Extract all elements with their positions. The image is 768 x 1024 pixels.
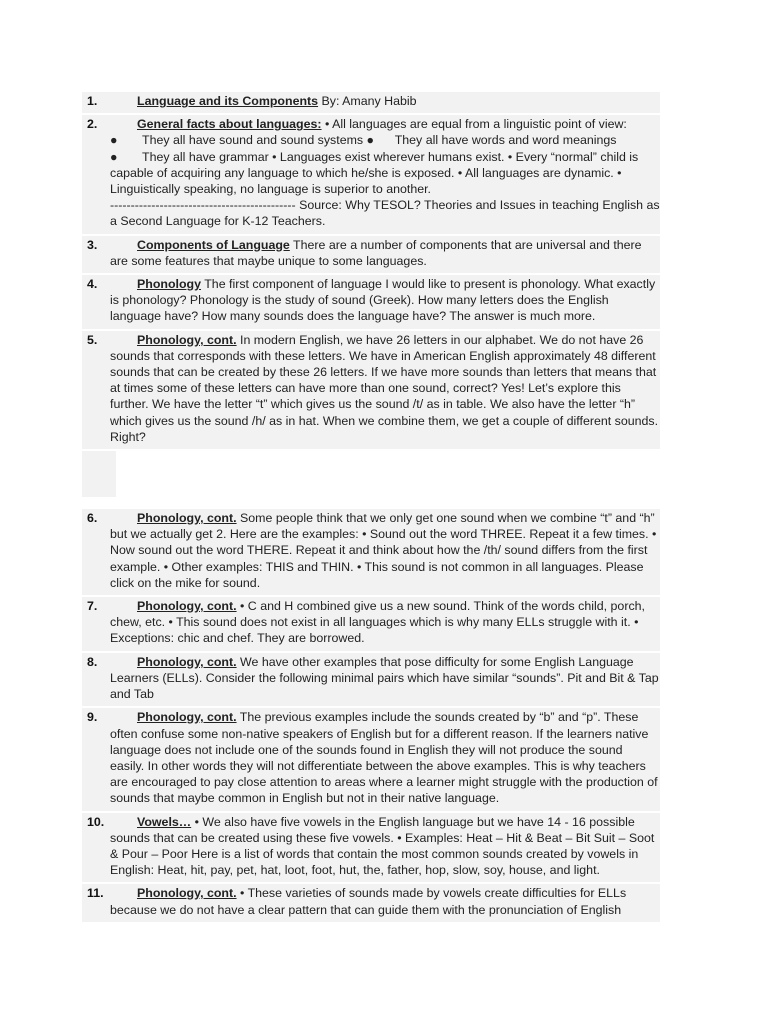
item-number: 2. <box>87 117 98 132</box>
item-text: Some people think that we only get one sound when we combine “t” and “h” but we actually get 2. Here are the examples: • Sound out the word THREE. Repeat it a few times. • Now sound out the word THERE. Repeat it and think about how the /th/ sound differs from the first example. • Other examples: THIS and THIN. • This sound is not common in all languages. Please click on the mike for sound. <box>110 511 657 590</box>
item-heading: Phonology, cont. <box>137 332 237 347</box>
item-number: 9. <box>87 710 98 725</box>
item-text: • All languages are equal from a linguistic point of view: <box>321 117 627 132</box>
bullet-line <box>110 149 660 198</box>
item-heading: Phonology, cont. <box>137 654 237 669</box>
list-item <box>82 813 660 883</box>
bullet-dot-icon: ● <box>110 149 118 164</box>
list-item <box>82 115 660 233</box>
bullet-text: They all have sound and sound systems <box>142 133 364 148</box>
item-heading: Phonology, cont. <box>137 599 237 614</box>
item-heading: Components of Language <box>137 237 290 252</box>
item-text: • We also have five vowels in the English language but we have 14 - 16 possible sounds that can be created using these five vowels. • Examples: Heat – Hit & Beat – Bit Suit – Soot & Pour – Poor Here is a list of words that contain the most common sounds created by vowels in English: Heat, hit, pay, pet, hat, loot, foot, hut, the, father, hop, slow, soy, house, and light. <box>110 814 655 878</box>
bullet-line: ● They all have sound and sound systems ● They all have words and word meanings <box>110 133 617 148</box>
list-item <box>82 331 660 449</box>
item-number: 6. <box>87 511 98 526</box>
item-number: 10. <box>87 814 105 829</box>
item-number: 5. <box>87 332 98 347</box>
item-number: 8. <box>87 654 98 669</box>
item-heading: Phonology, cont. <box>137 511 237 526</box>
list-item <box>82 708 660 810</box>
document-page <box>82 92 660 924</box>
item-heading: Language and its Components <box>137 94 319 108</box>
item-text: • These varieties of sounds made by vowels create difficulties for ELLs because we do not have a clear pattern that can guide them with the pronunciation of English <box>110 886 627 917</box>
item-number: 3. <box>87 237 98 252</box>
bullet-text: They all have grammar • Languages exist wherever humans exist. • Every “normal” child is capable of acquiring any language to which he/she is exposed. • All languages are dynamic. • Linguistically speaking, no language is superior to another. <box>110 149 639 197</box>
item-number: 4. <box>87 277 98 292</box>
item-text: The first component of language I would like to present is phonology. What exactly is phonology? Phonology is the study of sound (Greek). How many letters does the English language have? How many sounds does the language have? The answer is much more. <box>110 277 656 324</box>
list-item <box>82 597 660 651</box>
item-number: 1. <box>87 94 98 108</box>
item-text: • C and H combined give us a new sound. Think of the words child, porch, chew, etc. • This sound does not exist in all languages which is why many ELLs struggle with it. • Exceptions: chic and chef. They are borrowed. <box>110 599 645 646</box>
item-number: 11. <box>87 886 104 901</box>
item-heading: General facts about languages: <box>137 117 322 132</box>
item-text: We have other examples that pose difficulty for some English Language Learners (ELLs). Consider the following minimal pairs which have similar “sounds”. Pit and Bit & Tap and Tab <box>110 654 659 702</box>
list-item <box>82 236 660 273</box>
item-number: 7. <box>87 599 98 614</box>
gap <box>82 499 660 509</box>
item-text: By: Amany Habib <box>318 94 417 108</box>
list-item <box>82 275 660 329</box>
blank-block <box>82 451 116 497</box>
list-item <box>82 653 660 707</box>
bullet-text: They all have words and word meanings <box>394 133 617 148</box>
list-item <box>82 509 660 595</box>
bullet-dot-icon: ● <box>110 133 118 148</box>
item-text: The previous examples include the sounds created by “b” and “p”. These often confuse some non-native speakers of English but for a different reason. If the learners native language does not include one of the sounds found in English they will not produce the sound easily. In other words they will not differentiate between the above examples. This is why teachers are encouraged to pay close attention to areas where a learner might struggle with the production of sounds that maybe common in English but not in their native language. <box>110 710 658 806</box>
source-line: --------------------------------------------- Source: Why TESOL? Theories and Issues in teaching English as a Second Language for K-12 Teachers. <box>110 198 660 229</box>
list-item <box>82 92 660 113</box>
item-heading: Phonology, cont. <box>137 710 237 725</box>
item-heading: Vowels… <box>137 814 192 829</box>
item-text: In modern English, we have 26 letters in our alphabet. We do not have 26 sounds that corresponds with these letters. We have in American English approximately 48 different sounds that can be created by these 26 letters. If we have more sounds than letters that means that at times some of these letters can have more than one sound, correct? Yes! Let’s explore this further. We have the letter “t” which gives us the sound /t/ as in table. We also have the letter “h” which gives us the sound /h/ as in hat. When we combine them, we get a couple of different sounds. Right? <box>110 332 659 444</box>
list-item <box>82 884 660 921</box>
item-heading: Phonology, cont. <box>137 886 237 901</box>
item-text: There are a number of components that are universal and there are some features that maybe unique to some languages. <box>110 237 642 268</box>
item-heading: Phonology <box>137 277 202 292</box>
